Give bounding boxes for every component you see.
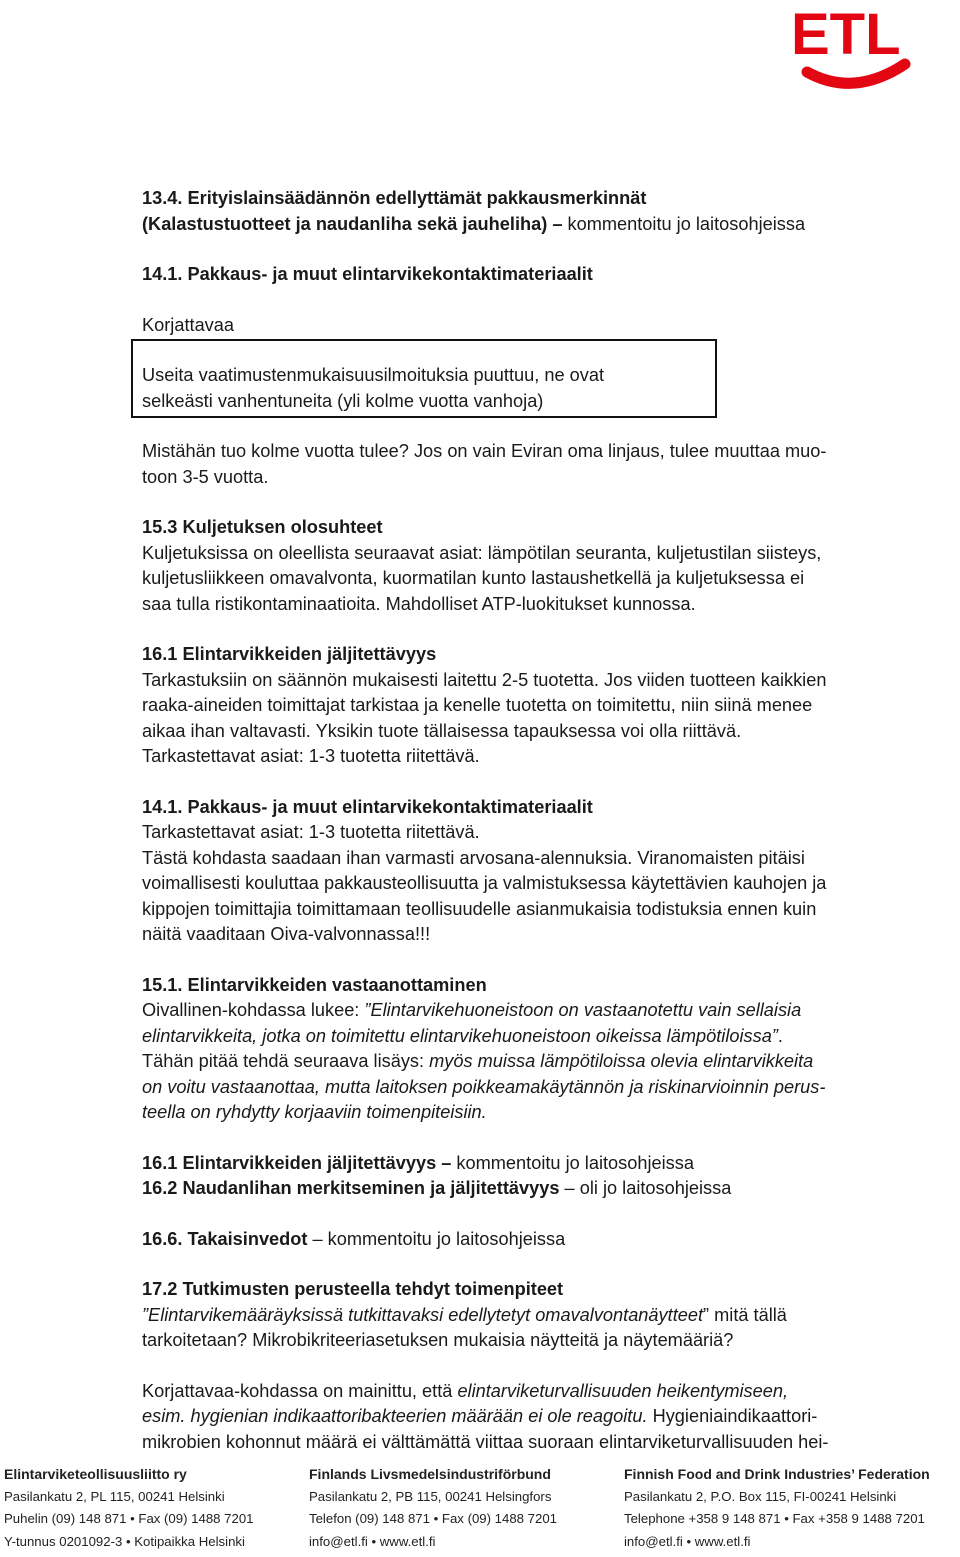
text-run: 14.1. Pakkaus- ja muut elintarvikekontaktimateriaalit <box>142 796 593 817</box>
text-run: kippojen toimittajia toimittamaan teollisuudelle asianmukaisia todistuksia ennen kuin <box>142 898 817 919</box>
paragraph-gap <box>142 617 932 642</box>
paragraph <box>142 973 932 1126</box>
text-run: kuljetusliikkeen omavalvonta, kuormatilan kunto lastaushetkellä ja kuljetuksessa ei <box>142 568 805 588</box>
text-run: – kommentoitu jo laitosohjeissa <box>307 1228 566 1249</box>
paragraph-gap <box>142 1354 932 1379</box>
text-line <box>142 439 932 465</box>
text-line <box>142 1277 932 1303</box>
text-line <box>142 186 932 212</box>
text-line <box>142 871 932 897</box>
text-run: aikaa ihan valtavasti. Yksikin tuote tällaisessa tapauksessa voi olla riittävä. <box>142 720 742 741</box>
text-run: Tarkastettavat asiat: 1-3 tuotetta riitettävä. <box>142 746 480 766</box>
text-run: 16.1 Elintarvikkeiden jäljitettävyys <box>142 644 437 664</box>
paragraph-gap <box>142 948 932 973</box>
text-run: Tarkastuksiin on säännön mukaisesti laitettu 2-5 tuotetta. Jos viiden tuotteen kaikkien <box>142 669 827 690</box>
text-line <box>142 1151 932 1177</box>
text-run: (Kalastustuotteet ja naudanliha sekä jauheliha) – <box>142 213 563 234</box>
footer <box>0 1463 960 1557</box>
text-run: mikrobien kohonnut määrä ei välttämättä viittaa suoraan elintarviketurvallisuuden hei- <box>142 1431 829 1452</box>
text-run: on voitu vastaanottaa, mutta laitoksen poikkeamakäytännön ja riskinarvioinnin perus- <box>142 1076 826 1097</box>
text-run: selkeästi vanhentuneita (yli kolme vuotta vanhoja) <box>142 390 544 411</box>
paragraph <box>142 1227 932 1253</box>
text-line <box>142 922 932 948</box>
text-line <box>142 465 932 491</box>
text-line <box>142 820 932 846</box>
footer-column-en <box>624 1463 930 1553</box>
text-run: – oli jo laitosohjeissa <box>559 1178 732 1198</box>
text-line <box>142 389 932 415</box>
text-run: 16.6. Takaisinvedot <box>142 1228 308 1249</box>
paragraph-gap <box>142 1126 932 1151</box>
footer-org: Finnish Food and Drink Industries’ Federation <box>624 1466 930 1482</box>
document-body <box>142 186 932 1455</box>
text-line <box>142 313 932 339</box>
paragraph-gap <box>142 1202 932 1227</box>
text-run: 17.2 Tutkimusten perusteella tehdyt toimenpiteet <box>142 1279 564 1299</box>
text-run: toon 3-5 vuotta. <box>142 466 269 487</box>
text-run: ”Elintarvikehuoneistoon on vastaanotettu vain sellaisia <box>364 1000 802 1020</box>
text-line <box>142 668 932 694</box>
text-line <box>142 1328 932 1354</box>
text-run: Oivallinen-kohdassa lukee: <box>142 1000 365 1020</box>
text-run: saa tulla ristikontaminaatioita. Mahdolliset ATP-luokitukset kunnossa. <box>142 593 696 614</box>
text-run: Hygieniaindikaattori- <box>647 1406 818 1426</box>
text-run: 16.1 Elintarvikkeiden jäljitettävyys – <box>142 1152 452 1173</box>
paragraph <box>142 795 932 948</box>
footer-extra: info@etl.fi • www.etl.fi <box>624 1533 751 1549</box>
text-run: näitä vaaditaan Oiva-valvonnassa!!! <box>142 924 431 944</box>
text-line <box>142 693 932 719</box>
text-run: 14.1. Pakkaus- ja muut elintarvikekontaktimateriaalit <box>142 264 593 284</box>
footer-phone: Telephone +358 9 148 871 • Fax +358 9 1488 7201 <box>624 1511 925 1526</box>
text-line <box>142 719 932 745</box>
text-run: Tähän pitää tehdä seuraava lisäys: <box>142 1051 430 1071</box>
paragraph <box>142 439 932 490</box>
paragraph <box>142 1379 932 1456</box>
paragraph-gap <box>142 288 932 313</box>
text-line <box>142 1227 932 1253</box>
text-run: tarkoitetaan? Mikrobikriteeriasetuksen mukaisia näytteitä ja näytemääriä? <box>142 1330 734 1350</box>
paragraph <box>142 186 932 237</box>
paragraph-gap <box>142 770 932 795</box>
text-line <box>142 1404 932 1430</box>
text-line <box>142 795 932 821</box>
text-run: Korjattavaa-kohdassa on mainittu, että <box>142 1380 458 1401</box>
text-line <box>142 566 932 592</box>
text-run: myös muissa lämpötiloissa olevia elintarvikkeita <box>429 1051 814 1071</box>
paragraph-gap <box>142 1252 932 1277</box>
paragraph-gap <box>142 414 932 439</box>
text-line <box>142 592 932 618</box>
footer-extra: Y-tunnus 0201092-3 • Kotipaikka Helsinki <box>4 1533 245 1549</box>
paragraph <box>142 313 932 339</box>
text-run: Kuljetuksissa on oleellista seuraavat asiat: lämpötilan seuranta, kuljetustilan siisteys, <box>142 542 822 563</box>
text-run: raaka-aineiden toimittajat tarkistaa ja kenelle tuotetta on toimitettu, niin siinä menee <box>142 695 813 715</box>
text-run: Useita vaatimustenmukaisuusilmoituksia puuttuu, ne ovat <box>142 365 604 385</box>
text-line <box>142 1100 932 1126</box>
text-line <box>142 642 932 668</box>
text-run: ” mitä tällä <box>703 1304 787 1325</box>
text-line <box>142 1049 932 1075</box>
footer-phone: Puhelin (09) 148 871 • Fax (09) 1488 7201 <box>4 1511 254 1526</box>
text-line <box>142 846 932 872</box>
footer-org: Elintarviketeollisuusliitto ry <box>4 1466 187 1482</box>
text-line <box>142 998 932 1024</box>
logo-text: ETL <box>791 2 901 67</box>
text-line <box>142 1024 932 1050</box>
text-run: Korjattavaa <box>142 314 235 335</box>
text-run: Tarkastettavat asiat: 1-3 tuotetta riitettävä. <box>142 822 480 842</box>
text-line <box>142 541 932 567</box>
text-line <box>142 212 932 238</box>
text-run: 15.1. Elintarvikkeiden vastaanottaminen <box>142 974 487 995</box>
text-run: ”Elintarvikemääräyksissä tutkittavaksi edellytetyt omavalvontanäytteet <box>142 1304 704 1325</box>
paragraph-gap <box>142 237 932 262</box>
paragraph <box>142 1151 932 1202</box>
text-run: 16.2 Naudanlihan merkitseminen ja jäljitettävyys <box>142 1178 560 1198</box>
text-run: voimallisesti kouluttaa pakkausteollisuutta ja valmistuksessa käytettävien kauhojen ja <box>142 873 827 893</box>
text-run: . <box>777 1025 783 1046</box>
text-line <box>142 1075 932 1101</box>
text-run: 13.4. Erityislainsäädännön edellyttämät pakkausmerkinnät <box>142 188 647 208</box>
text-run: kommentoitu jo laitosohjeissa <box>451 1152 694 1173</box>
footer-phone: Telefon (09) 148 871 • Fax (09) 1488 7201 <box>309 1511 558 1526</box>
etl-logo <box>787 2 922 97</box>
text-line <box>142 1430 932 1456</box>
text-line <box>142 1303 932 1329</box>
text-line <box>142 897 932 923</box>
footer-column-sv <box>309 1463 557 1553</box>
footer-address: Pasilankatu 2, PB 115, 00241 Helsingfors <box>309 1488 552 1504</box>
text-line <box>142 744 932 770</box>
text-run: teella on ryhdytty korjaaviin toimenpiteisiin. <box>142 1102 487 1122</box>
footer-column-fi <box>4 1463 254 1553</box>
text-run: Tästä kohdasta saadaan ihan varmasti arvosana-alennuksia. Viranomaisten pitäisi <box>142 847 805 868</box>
footer-address: Pasilankatu 2, P.O. Box 115, FI-00241 Helsinki <box>624 1488 897 1504</box>
paragraph <box>142 1277 932 1354</box>
paragraph-gap <box>142 338 932 363</box>
paragraph-gap <box>142 490 932 515</box>
footer-extra: info@etl.fi • www.etl.fi <box>309 1533 436 1549</box>
text-run: Mistähän tuo kolme vuotta tulee? Jos on vain Eviran oma linjaus, tulee muuttaa muo- <box>142 441 827 461</box>
text-line <box>142 363 932 389</box>
text-run: elintarvikkeita, jotka on toimitettu elintarvikehuoneistoon oikeissa lämpötiloissa” <box>142 1025 778 1046</box>
text-line <box>142 1176 932 1202</box>
text-run: kommentoitu jo laitosohjeissa <box>562 213 806 234</box>
text-line <box>142 973 932 999</box>
footer-address: Pasilankatu 2, PL 115, 00241 Helsinki <box>4 1488 225 1504</box>
paragraph <box>142 515 932 617</box>
paragraph <box>142 642 932 770</box>
text-run: 15.3 Kuljetuksen olosuhteet <box>142 517 383 537</box>
paragraph <box>142 363 932 414</box>
text-run: esim. hygienian indikaattoribakteerien määrään ei ole reagoitu. <box>142 1406 648 1426</box>
footer-org: Finlands Livsmedelsindustriförbund <box>309 1466 551 1482</box>
text-line <box>142 1379 932 1405</box>
text-line <box>142 515 932 541</box>
text-line <box>142 262 932 288</box>
text-run: elintarviketurvallisuuden heikentymiseen, <box>457 1380 789 1401</box>
paragraph <box>142 262 932 288</box>
